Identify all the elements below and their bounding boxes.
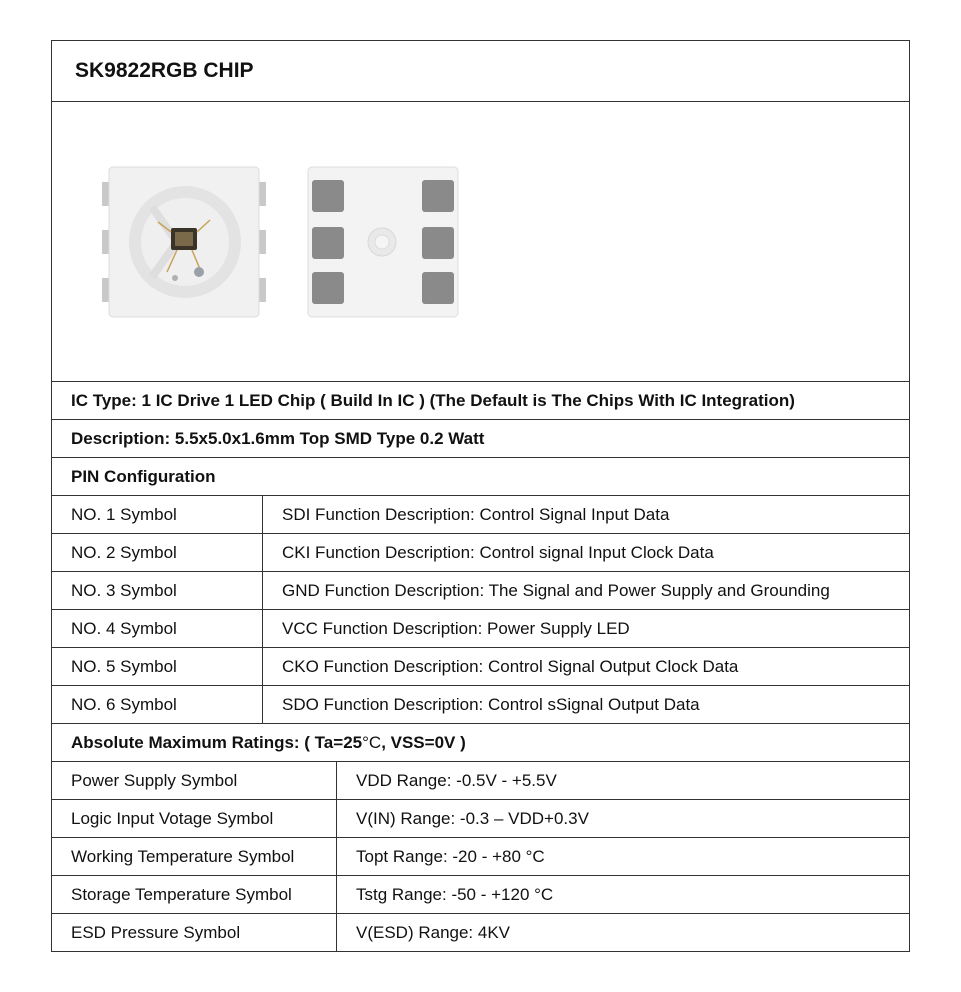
description-row: Description: 5.5x5.0x1.6mm Top SMD Type 0.2 Watt <box>52 420 909 458</box>
pin-row <box>52 648 909 686</box>
pin-description: CKI Function Description: Control signal Input Clock Data <box>282 542 714 562</box>
pin-description: CKO Function Description: Control Signal Output Clock Data <box>282 656 739 676</box>
chip-back-view <box>308 167 458 317</box>
pin-row <box>52 534 909 572</box>
rating-row <box>52 838 909 876</box>
ratings-heading-suffix: , VSS=0V ) <box>381 732 466 752</box>
rating-row <box>52 914 909 951</box>
rating-name: Power Supply Symbol <box>52 762 337 799</box>
pin-description: SDI Function Description: Control Signal Input Data <box>282 504 670 524</box>
rating-range: Tstg Range: -50 - +120 °C <box>356 884 554 904</box>
rating-name: Logic Input Votage Symbol <box>52 800 337 837</box>
ratings-heading-prefix: Absolute Maximum Ratings: ( Ta=25 <box>71 732 363 752</box>
ratings-heading-unit: °C <box>362 732 382 752</box>
pin-description: VCC Function Description: Power Supply LED <box>282 618 630 638</box>
rating-name: Storage Temperature Symbol <box>52 876 337 913</box>
pin-row <box>52 496 909 534</box>
rating-name: ESD Pressure Symbol <box>52 914 337 951</box>
pin-symbol: NO. 1 Symbol <box>52 496 263 533</box>
rating-name: Working Temperature Symbol <box>52 838 337 875</box>
pin-description: SDO Function Description: Control sSignal Output Data <box>282 694 700 714</box>
rating-row <box>52 876 909 914</box>
pin-description: GND Function Description: The Signal and Power Supply and Grounding <box>282 580 830 600</box>
pin-symbol: NO. 4 Symbol <box>52 610 263 647</box>
pin-symbol: NO. 2 Symbol <box>52 534 263 571</box>
rating-range: V(ESD) Range: 4KV <box>356 922 511 942</box>
rating-range: VDD Range: -0.5V - +5.5V <box>356 770 557 790</box>
chip-front-view <box>102 167 266 317</box>
ratings-heading <box>52 724 909 762</box>
pin-row <box>52 572 909 610</box>
pin-symbol: NO. 5 Symbol <box>52 648 263 685</box>
rating-row <box>52 800 909 838</box>
page-title: SK9822RGB CHIP <box>52 41 909 102</box>
pin-row <box>52 610 909 648</box>
pin-symbol: NO. 3 Symbol <box>52 572 263 609</box>
pin-symbol: NO. 6 Symbol <box>52 686 263 723</box>
chip-illustration <box>52 102 472 382</box>
rating-row <box>52 762 909 800</box>
chip-image-row <box>52 102 909 382</box>
rating-range: Topt Range: -20 - +80 °C <box>356 846 545 866</box>
pin-row <box>52 686 909 724</box>
spec-sheet <box>51 40 910 952</box>
ic-type-row: IC Type: 1 IC Drive 1 LED Chip ( Build In IC ) (The Default is The Chips With IC Integration) <box>52 382 909 420</box>
pin-config-heading: PIN Configuration <box>52 458 909 496</box>
rating-range: V(IN) Range: -0.3 – VDD+0.3V <box>356 808 589 828</box>
